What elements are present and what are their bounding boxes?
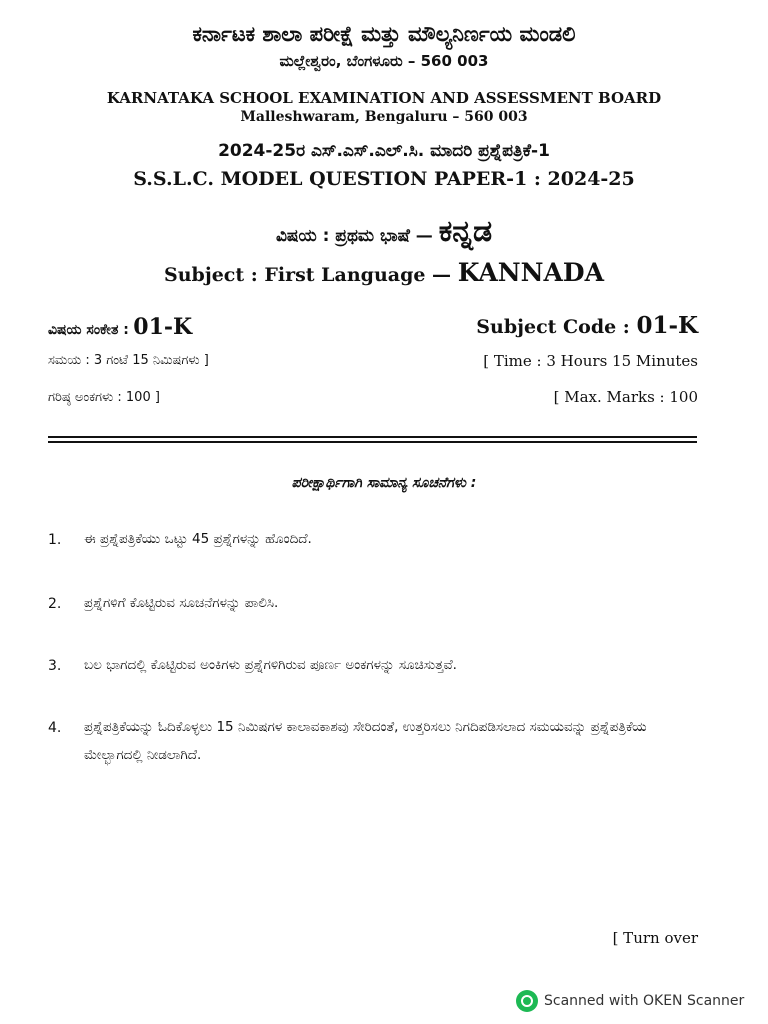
instruction-text: ಈ ಪ್ರಶ್ನೆಪತ್ರಿಕೆಯು ಒಟ್ಟು 45 ಪ್ರಶ್ನೆಗಳನ್ನು ಹೊಂದಿದೆ. [84, 531, 312, 547]
instruction-text: ಪ್ರಶ್ನೆಗಳಿಗೆ ಕೊಟ್ಟಿರುವ ಸೂಚನೆಗಳನ್ನು ಪಾಲಿಸಿ. [84, 595, 279, 611]
divider-line [48, 441, 697, 443]
english-subject-code [476, 312, 698, 339]
scanner-watermark [516, 990, 744, 1012]
english-subject-line [0, 258, 768, 287]
english-board-address: Malleshwaram, Bengaluru – 560 003 [240, 109, 528, 125]
english-code-value: 01-K [636, 312, 698, 339]
instruction-number: 4. [48, 720, 62, 736]
english-time: [ Time : 3 Hours 15 Minutes [483, 352, 698, 370]
english-code-label: Subject Code : [476, 316, 630, 338]
kannada-board-name: ಕರ್ನಾಟಕ ಶಾಲಾ ಪರೀಕ್ಷೆ ಮತ್ತು ಮೌಲ್ಯನಿರ್ಣಯ ಮಂಡಲಿ [192, 22, 576, 46]
scanner-logo-icon [516, 990, 538, 1012]
instruction-text: ಪ್ರಶ್ನೆಪತ್ರಿಕೆಯನ್ನು ಓದಿಕೊಳ್ಳಲು 15 ನಿಮಿಷಗಳ ಕಾಲಾವಕಾಶವು ಸೇರಿದಂತೆ, ಉತ್ತರಿಸಲು ನಿಗದಿಪಡಿಸಲಾದ ಸಮಯವನ್ನು ಪ್ರಶ್ನೆಪತ್ರಿಕೆಯ ಮೇಲ್ಭಾಗದಲ್ಲಿ ನೀಡಲಾಗಿದೆ. [84, 719, 647, 763]
english-paper-title: S.S.L.C. MODEL QUESTION PAPER-1 : 2024-25 [133, 168, 635, 190]
english-subject-label: Subject : First Language — [164, 264, 452, 286]
kannada-max-marks: ಗರಿಷ್ಠ ಅಂಕಗಳು : 100 ] [48, 390, 160, 405]
instruction-text: ಬಲ ಭಾಗದಲ್ಲಿ ಕೊಟ್ಟಿರುವ ಅಂಕಿಗಳು ಪ್ರಶ್ನೆಗಳಿಗಿರುವ ಪೂರ್ಣ ಅಂಕಗಳನ್ನು ಸೂಚಿಸುತ್ತವೆ. [84, 657, 457, 673]
divider-line [48, 436, 697, 438]
kannada-board-address: ಮಲ್ಲೇಶ್ವರಂ, ಬೆಂಗಳೂರು – 560 003 [279, 52, 489, 70]
turn-over-note: [ Turn over [612, 929, 698, 947]
kannada-subject-value: ಕನ್ನಡ [438, 214, 493, 249]
kannada-subject-label: ವಿಷಯ : ಪ್ರಥಮ ಭಾಷೆ — [275, 226, 433, 246]
english-board-name: KARNATAKA SCHOOL EXAMINATION AND ASSESSMENT BOARD [106, 89, 662, 107]
kannada-time: ಸಮಯ : 3 ಗಂಟೆ 15 ನಿಮಿಷಗಳು ] [48, 353, 209, 368]
kannada-code-label: ವಿಷಯ ಸಂಕೇತ : [48, 322, 129, 338]
kannada-subject-code [48, 314, 192, 340]
kannada-code-value: 01-K [133, 314, 193, 340]
english-max-marks: [ Max. Marks : 100 [553, 388, 698, 406]
instruction-number: 2. [48, 596, 62, 612]
instruction-number: 1. [48, 532, 62, 548]
scanner-text: Scanned with OKEN Scanner [544, 993, 745, 1009]
english-subject-value: KANNADA [457, 258, 604, 287]
kannada-subject-line [0, 214, 768, 249]
instruction-number: 3. [48, 658, 62, 674]
kannada-paper-title: 2024-25ರ ಎಸ್.ಎಸ್.ಎಲ್.ಸಿ. ಮಾದರಿ ಪ್ರಶ್ನೆಪತ್ರಿಕೆ-1 [218, 141, 550, 161]
instructions-heading: ಪರೀಕ್ಷಾರ್ಥಿಗಾಗಿ ಸಾಮಾನ್ಯ ಸೂಚನೆಗಳು : [291, 475, 477, 491]
